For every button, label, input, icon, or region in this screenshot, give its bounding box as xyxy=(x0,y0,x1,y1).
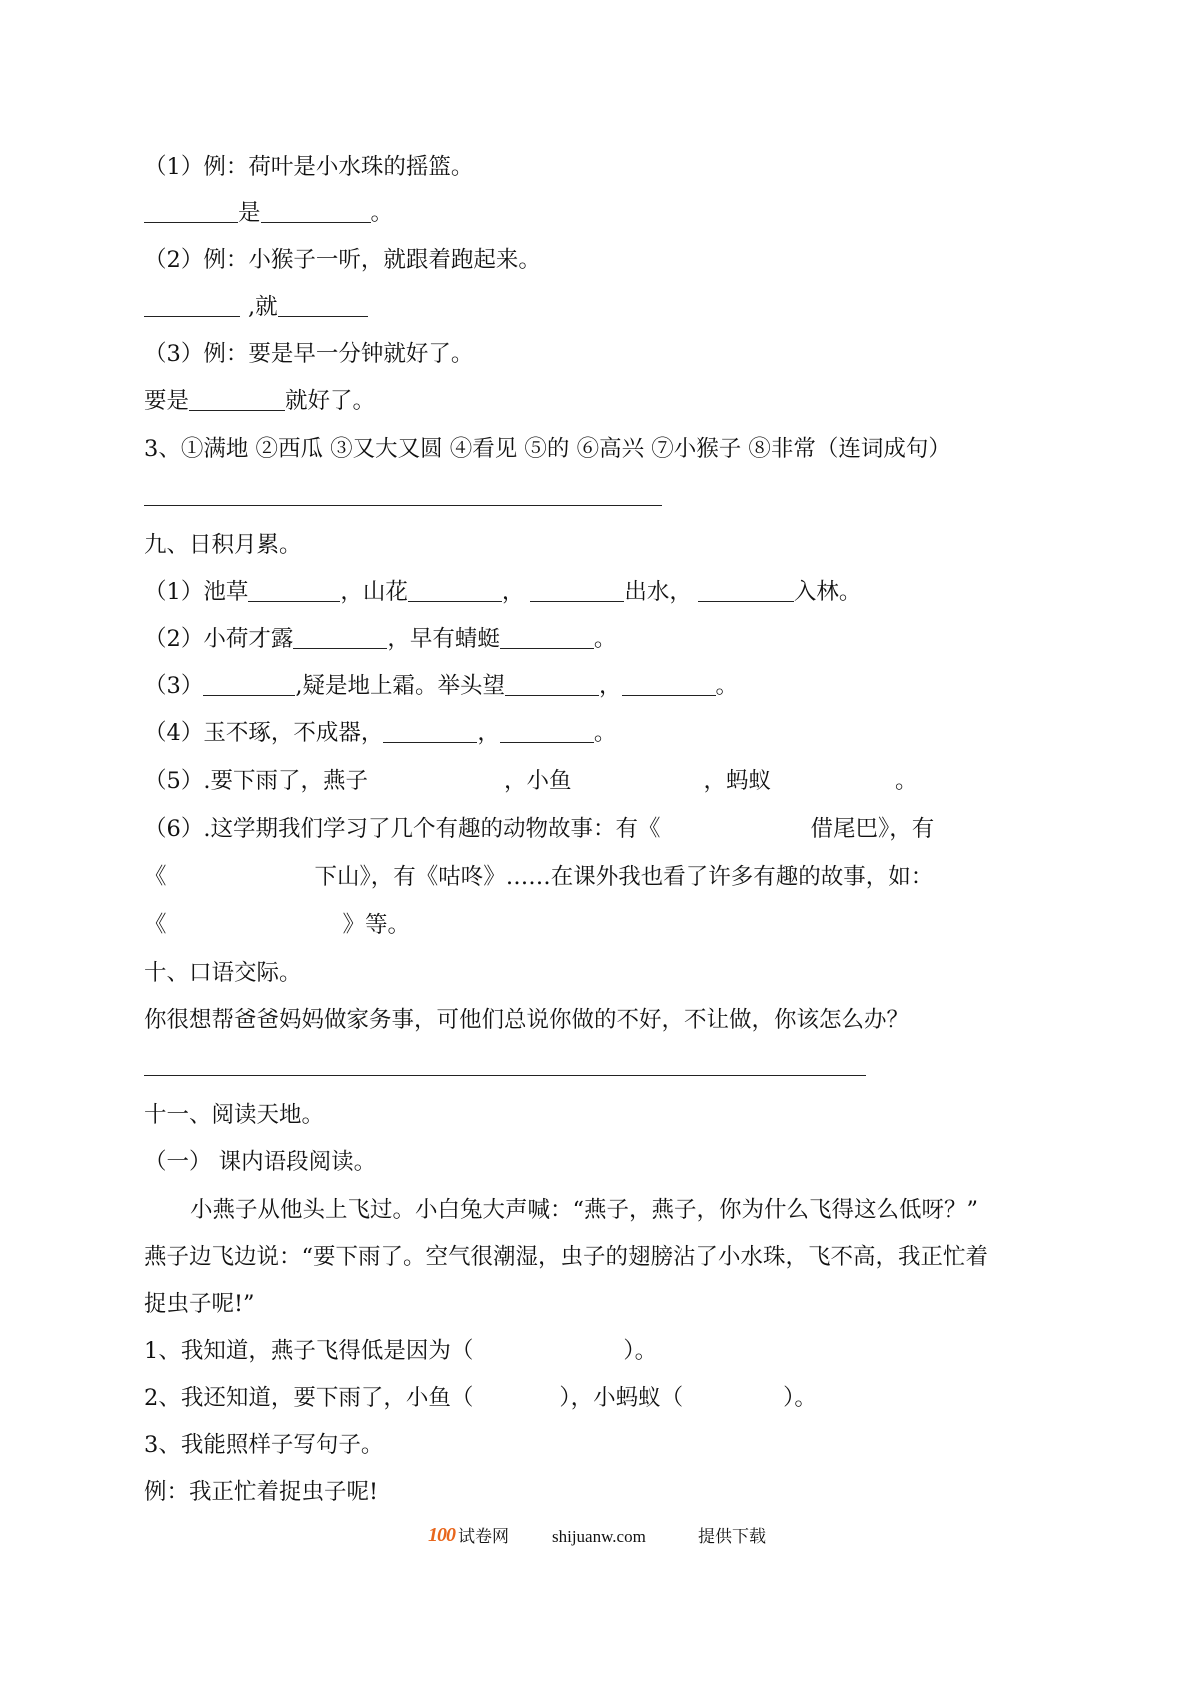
blank[interactable] xyxy=(408,579,502,602)
answer-line-1 xyxy=(144,198,393,228)
subsection-title: （一） 课内语段阅读。 xyxy=(144,1149,377,1175)
text: ，小鱼 xyxy=(503,768,572,794)
blank[interactable] xyxy=(203,673,295,696)
text: 。 xyxy=(715,673,739,699)
text: 出水， xyxy=(624,579,692,605)
passage-line-3: 捉虫子呢!” xyxy=(144,1291,255,1317)
text: 。 xyxy=(593,626,617,652)
text: （2）小荷才露 xyxy=(144,626,294,652)
poem-line-4 xyxy=(144,718,616,748)
text: 是 xyxy=(238,200,261,226)
example-sentence: 例：我正忙着捉虫子呢! xyxy=(144,1479,379,1505)
provide-download: 提供下载 xyxy=(698,1527,766,1547)
poem-line-3 xyxy=(144,671,738,701)
example-1: （1）例：荷叶是小水珠的摇篮。 xyxy=(144,154,474,180)
blank[interactable] xyxy=(622,673,716,696)
blank[interactable] xyxy=(383,720,477,743)
text: 》等。 xyxy=(342,912,411,938)
text: 下山》，有《咕咚》……在课外我也看了许多有趣的故事，如： xyxy=(314,864,934,890)
answer-rule[interactable] xyxy=(144,505,662,506)
fill-line-5 xyxy=(144,766,918,796)
text: ， xyxy=(477,720,500,746)
text: 。 xyxy=(593,720,617,746)
blank[interactable] xyxy=(500,626,594,649)
text: 借尾巴》，有 xyxy=(810,816,935,842)
example-3: （3）例：要是早一分钟就好了。 xyxy=(144,341,474,367)
text: ,就 xyxy=(248,294,278,320)
text: ）。 xyxy=(623,1338,658,1364)
text: ）。 xyxy=(783,1385,817,1411)
blank[interactable] xyxy=(698,579,794,602)
text: （6）.这学期我们学习了几个有趣的动物故事：有《 xyxy=(144,816,661,842)
blank[interactable] xyxy=(278,294,368,317)
passage-line-2: 燕子边飞边说：“要下雨了。空气很潮湿，虫子的翅膀沾了小水珠，飞不高，我正忙着 xyxy=(144,1244,989,1270)
poem-line-2 xyxy=(144,624,616,654)
text: ， xyxy=(598,673,622,699)
text: ，山花 xyxy=(340,579,408,605)
text: 《 xyxy=(144,864,167,890)
blank[interactable] xyxy=(505,673,599,696)
question-3: 3、①满地 ②西瓜 ③又大又圆 ④看见 ⑤的 ⑥高兴 ⑦小猴子 ⑧非常（连词成句） xyxy=(144,436,951,462)
blank[interactable] xyxy=(530,579,624,602)
blank[interactable] xyxy=(293,626,387,649)
text: ，蚂蚁 xyxy=(703,768,771,794)
answer-line-2 xyxy=(144,292,368,322)
reading-question-3: 3、我能照样子写句子。 xyxy=(144,1432,384,1458)
fill-line-6 xyxy=(144,814,934,844)
text: ,疑是地上霜。举头望 xyxy=(295,673,505,699)
text: ，早有蜻蜓 xyxy=(387,626,500,652)
text: （3） xyxy=(144,673,204,699)
text: 入林。 xyxy=(793,579,862,605)
text: 1、我知道，燕子飞得低是因为（ xyxy=(144,1338,474,1364)
text: 要是 xyxy=(144,388,190,414)
answer-line-3 xyxy=(144,386,375,416)
text: （4）玉不琢，不成器， xyxy=(144,720,384,746)
answer-rule[interactable] xyxy=(144,1075,866,1076)
section-9-title: 九、日积月累。 xyxy=(144,532,302,558)
text: 。 xyxy=(370,200,394,226)
blank[interactable] xyxy=(500,720,594,743)
reading-question-2 xyxy=(144,1383,817,1413)
passage-line-1: 小燕子从他头上飞过。小白兔大声喊：“燕子，燕子，你为什么飞得这么低呀？” xyxy=(190,1197,979,1223)
site-name: 试卷网 xyxy=(458,1527,509,1547)
section-10-title: 十、口语交际。 xyxy=(144,960,302,986)
text: （5）.要下雨了，燕子 xyxy=(144,768,368,794)
text: ， xyxy=(501,579,525,605)
text: ），小蚂蚁（ xyxy=(559,1385,684,1411)
oral-question: 你很想帮爸爸妈妈做家务事，可他们总说你做的不好，不让做，你该怎么办？ xyxy=(144,1007,910,1033)
text: 就好了。 xyxy=(285,388,376,414)
blank[interactable] xyxy=(144,200,238,223)
fill-line-8 xyxy=(144,910,410,940)
text: 2、我还知道，要下雨了，小鱼（ xyxy=(144,1385,474,1411)
fill-line-7 xyxy=(144,862,933,892)
poem-line-1 xyxy=(144,577,861,607)
blank[interactable] xyxy=(248,579,340,602)
site-domain[interactable]: shijuanw.com xyxy=(552,1527,646,1546)
example-2: （2）例：小猴子一听，就跟着跑起来。 xyxy=(144,247,541,273)
text: （1）池草 xyxy=(144,579,249,605)
logo-100: 100 xyxy=(428,1524,455,1546)
blank[interactable] xyxy=(189,388,285,411)
text: 。 xyxy=(895,768,918,794)
section-11-title: 十一、阅读天地。 xyxy=(144,1102,325,1128)
blank[interactable] xyxy=(261,200,371,223)
blank[interactable] xyxy=(144,294,240,317)
reading-question-1 xyxy=(144,1336,657,1366)
text: 《 xyxy=(144,912,167,938)
